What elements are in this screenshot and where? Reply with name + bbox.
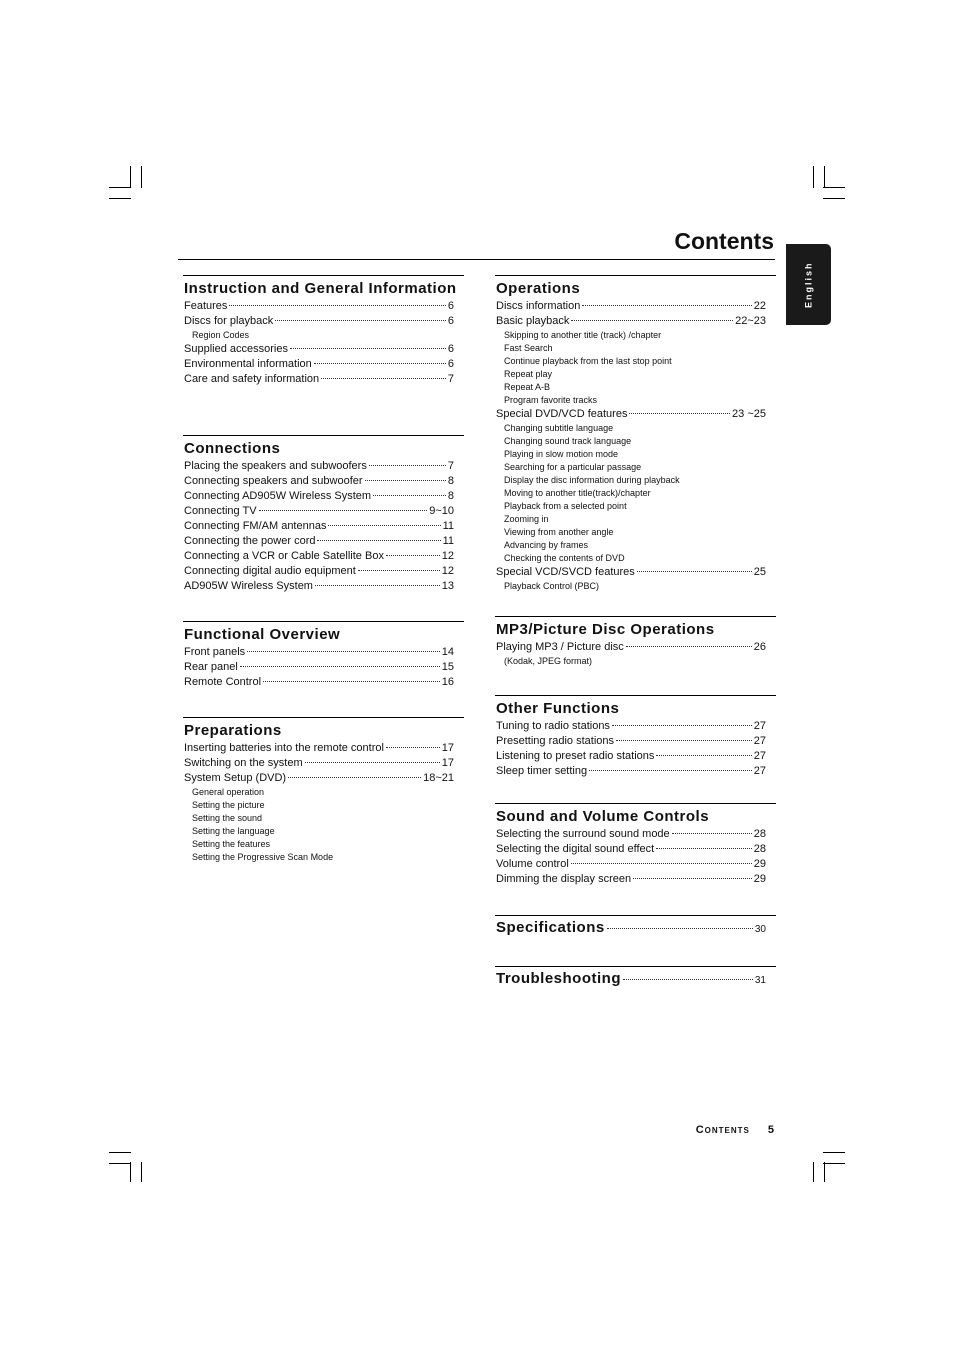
section-title: Functional Overview [184, 626, 341, 643]
page-number: 18~21 [423, 772, 454, 784]
page-number: 11 [442, 520, 454, 532]
section-rule [183, 435, 464, 436]
toc-subentry: Searching for a particular passage [504, 462, 642, 472]
entry-text: Connecting TV [184, 505, 257, 517]
toc-entry [184, 489, 454, 504]
toc-entry [496, 565, 766, 580]
page-number: 12 [441, 550, 454, 562]
page-number: 6 [447, 315, 454, 327]
page-number: 31 [754, 975, 766, 986]
toc-entry [496, 842, 766, 857]
section-rule [183, 621, 464, 622]
leader-dots [259, 510, 428, 511]
section-rule [495, 803, 776, 804]
toc-subentry: Repeat A-B [504, 382, 551, 392]
entry-text: Care and safety information [184, 373, 320, 385]
toc-subentry: Repeat play [504, 369, 553, 379]
page-number: 13 [441, 580, 454, 592]
crop-mark [823, 1152, 845, 1153]
toc-entry [496, 299, 766, 314]
leader-dots [623, 979, 753, 980]
page-number: 17 [441, 742, 454, 754]
toc-subentry: Playback Control (PBC) [504, 581, 600, 591]
toc-entry [184, 534, 454, 549]
leader-dots [629, 413, 730, 414]
page-number: 12 [441, 565, 454, 577]
section-title: Specifications [496, 919, 605, 936]
toc-entry [184, 372, 454, 387]
toc-entry [184, 660, 454, 675]
toc-subentry: Region Codes [192, 330, 250, 340]
page-number: 7 [447, 460, 454, 472]
toc-subentry: Skipping to another title (track) /chapter [504, 330, 662, 340]
crop-mark [823, 187, 845, 188]
section-specifications [496, 915, 776, 936]
leader-dots [589, 770, 752, 771]
toc-entry [184, 519, 454, 534]
entry-text: Inserting batteries into the remote control [184, 742, 384, 754]
section-connections [184, 435, 464, 594]
page-number: 11 [442, 535, 454, 547]
page-title: Contents [674, 228, 774, 254]
page-number: 30 [754, 924, 766, 935]
section-rule [495, 275, 776, 276]
entry-text: Tuning to radio stations [496, 720, 610, 732]
leader-dots [288, 777, 421, 778]
entry-text: Listening to preset radio stations [496, 750, 655, 762]
section-title: Operations [496, 280, 581, 297]
section-rule [495, 695, 776, 696]
section-title: Preparations [184, 722, 282, 739]
toc-subentry: Playing in slow motion mode [504, 449, 619, 459]
section-rule [495, 966, 776, 967]
leader-dots [290, 348, 446, 349]
toc-entry [184, 564, 454, 579]
toc-subentry: Zooming in [504, 514, 549, 524]
leader-dots [317, 540, 440, 541]
leader-dots [229, 305, 445, 306]
toc-subentry: Setting the sound [192, 813, 263, 823]
crop-mark [813, 166, 814, 188]
section-functional-overview [184, 621, 464, 690]
toc-entry [496, 407, 766, 422]
section-heading-entry [496, 915, 766, 936]
toc-entry [184, 645, 454, 660]
toc-entry [496, 314, 766, 329]
toc-subentry: (Kodak, JPEG format) [504, 656, 593, 666]
page-number: 28 [753, 843, 766, 855]
language-tab-label: English [803, 261, 814, 308]
toc-subentry: Advancing by frames [504, 540, 589, 550]
leader-dots [637, 571, 752, 572]
toc-entry [184, 771, 454, 786]
page-footer [696, 1124, 775, 1136]
crop-mark [130, 166, 131, 188]
entry-text: Connecting speakers and subwoofer [184, 475, 363, 487]
entry-text: Connecting AD905W Wireless System [184, 490, 372, 502]
entry-text: Connecting digital audio equipment [184, 565, 356, 577]
crop-mark [109, 1163, 131, 1164]
entry-text: Dimming the display screen [496, 873, 632, 885]
page-number: 8 [447, 490, 454, 502]
toc-entry [184, 342, 454, 357]
toc-entry [496, 872, 766, 887]
toc-entry [184, 474, 454, 489]
section-title: Instruction and General Information [184, 280, 457, 297]
toc-entry [184, 504, 454, 519]
footer-label: Contents [695, 1124, 750, 1136]
entry-text: Switching on the system [184, 757, 303, 769]
toc-subentry: Changing subtitle language [504, 423, 614, 433]
toc-entry [184, 549, 454, 564]
page-number: 16 [441, 676, 454, 688]
toc-subentry: Setting the language [192, 826, 275, 836]
entry-text: Supplied accessories [184, 343, 288, 355]
section-rule [183, 717, 464, 718]
entry-text: AD905W Wireless System [184, 580, 313, 592]
leader-dots [314, 363, 446, 364]
page-number: 6 [447, 300, 454, 312]
section-operations [496, 275, 776, 593]
toc-subentry: Continue playback from the last stop point [504, 356, 672, 366]
leader-dots [315, 585, 440, 586]
section-title: Troubleshooting [496, 970, 621, 987]
crop-mark [823, 1163, 845, 1164]
section-instruction [184, 275, 464, 387]
page-number: 29 [753, 873, 766, 885]
leader-dots [240, 666, 440, 667]
toc-subentry: Setting the picture [192, 800, 265, 810]
leader-dots [263, 681, 440, 682]
toc-subentry: Viewing from another angle [504, 527, 614, 537]
section-other-functions [496, 695, 776, 779]
leader-dots [571, 863, 752, 864]
entry-text: Front panels [184, 646, 246, 658]
leader-dots [358, 570, 440, 571]
entry-text: Volume control [496, 858, 569, 870]
section-mp3-picture [496, 616, 776, 668]
entry-text: Basic playback [496, 315, 570, 327]
toc-entry [496, 734, 766, 749]
toc-entry [184, 756, 454, 771]
page-number: 28 [753, 828, 766, 840]
leader-dots [571, 320, 733, 321]
entry-text: Selecting the surround sound mode [496, 828, 670, 840]
page-number: 25 [753, 566, 766, 578]
toc-entry [496, 719, 766, 734]
leader-dots [386, 747, 440, 748]
toc-subentry: Program favorite tracks [504, 395, 598, 405]
entry-text: Discs for playback [184, 315, 274, 327]
toc-entry [184, 299, 454, 314]
section-title: Sound and Volume Controls [496, 808, 710, 825]
page-number: 7 [447, 373, 454, 385]
leader-dots [616, 740, 752, 741]
crop-mark [130, 1162, 131, 1182]
section-preparations [184, 717, 464, 864]
toc-subentry: General operation [192, 787, 265, 797]
crop-mark [141, 1162, 142, 1182]
entry-text: Placing the speakers and subwoofers [184, 460, 367, 472]
toc-subentry: Setting the features [192, 839, 271, 849]
leader-dots [386, 555, 440, 556]
toc-subentry: Moving to another title(track)/chapter [504, 488, 651, 498]
toc-subentry: Playback from a selected point [504, 501, 627, 511]
section-title: Connections [184, 440, 281, 457]
crop-mark [813, 1162, 814, 1182]
page-number: 15 [441, 661, 454, 673]
page-number: 22 [753, 300, 766, 312]
leader-dots [305, 762, 440, 763]
toc-entry [496, 857, 766, 872]
leader-dots [582, 305, 751, 306]
crop-mark [109, 1152, 131, 1153]
entry-text: Selecting the digital sound effect [496, 843, 655, 855]
page-number: 27 [753, 765, 766, 777]
entry-text: Rear panel [184, 661, 238, 673]
page-number: 22~23 [735, 315, 766, 327]
toc-subentry: Changing sound track language [504, 436, 632, 446]
page-number: 27 [753, 720, 766, 732]
crop-mark [109, 198, 131, 199]
toc-entry [184, 357, 454, 372]
page-number: 26 [753, 641, 766, 653]
entry-text: Environmental information [184, 358, 312, 370]
leader-dots [369, 465, 446, 466]
entry-text: Remote Control [184, 676, 262, 688]
toc-entry [184, 459, 454, 474]
toc-entry [184, 579, 454, 594]
leader-dots [656, 848, 752, 849]
entry-text: Discs information [496, 300, 581, 312]
crop-mark [823, 198, 845, 199]
entry-text: Presetting radio stations [496, 735, 615, 747]
leader-dots [672, 833, 752, 834]
toc-subentry: Fast Search [504, 343, 553, 353]
language-tab [786, 244, 831, 325]
toc-subentry: Setting the Progressive Scan Mode [192, 852, 334, 862]
crop-mark [824, 166, 825, 188]
entry-text: Special DVD/VCD features [496, 408, 628, 420]
section-sound-volume [496, 803, 776, 887]
toc-subentry: Display the disc information during playback [504, 475, 680, 485]
page-number: 17 [441, 757, 454, 769]
entry-text: Playing MP3 / Picture disc [496, 641, 624, 653]
entry-text: Connecting a VCR or Cable Satellite Box [184, 550, 384, 562]
crop-mark [109, 187, 131, 188]
toc-subentry: Checking the contents of DVD [504, 553, 625, 563]
entry-text: Connecting the power cord [184, 535, 316, 547]
toc-entry [496, 640, 766, 655]
page-number: 23 ~25 [732, 408, 766, 420]
page-number: 6 [447, 343, 454, 355]
section-rule [495, 616, 776, 617]
crop-mark [141, 166, 142, 188]
page-number: 9~10 [429, 505, 454, 517]
leader-dots [626, 646, 752, 647]
section-troubleshooting [496, 966, 776, 987]
entry-text: Sleep timer setting [496, 765, 588, 777]
section-rule [495, 915, 776, 916]
page-number: 14 [441, 646, 454, 658]
section-heading-entry [496, 966, 766, 987]
page-number: 6 [447, 358, 454, 370]
leader-dots [328, 525, 440, 526]
leader-dots [633, 878, 752, 879]
section-title: Other Functions [496, 700, 620, 717]
leader-dots [656, 755, 751, 756]
leader-dots [275, 320, 446, 321]
page-number: 8 [447, 475, 454, 487]
leader-dots [365, 480, 446, 481]
leader-dots [247, 651, 440, 652]
section-rule [183, 275, 464, 276]
page-number: 27 [753, 735, 766, 747]
footer-page-number: 5 [767, 1124, 775, 1136]
title-rule [178, 259, 775, 260]
leader-dots [612, 725, 752, 726]
leader-dots [321, 378, 446, 379]
toc-entry [184, 741, 454, 756]
entry-text: Connecting FM/AM antennas [184, 520, 327, 532]
toc-entry [184, 314, 454, 329]
page-number: 27 [753, 750, 766, 762]
entry-text: System Setup (DVD) [184, 772, 287, 784]
toc-entry [496, 764, 766, 779]
entry-text: Features [184, 300, 228, 312]
entry-text: Special VCD/SVCD features [496, 566, 635, 578]
leader-dots [607, 928, 753, 929]
toc-entry [496, 827, 766, 842]
section-title: MP3/Picture Disc Operations [496, 621, 715, 638]
toc-entry [496, 749, 766, 764]
page-number: 29 [753, 858, 766, 870]
crop-mark [824, 1162, 825, 1182]
leader-dots [373, 495, 446, 496]
toc-entry [184, 675, 454, 690]
